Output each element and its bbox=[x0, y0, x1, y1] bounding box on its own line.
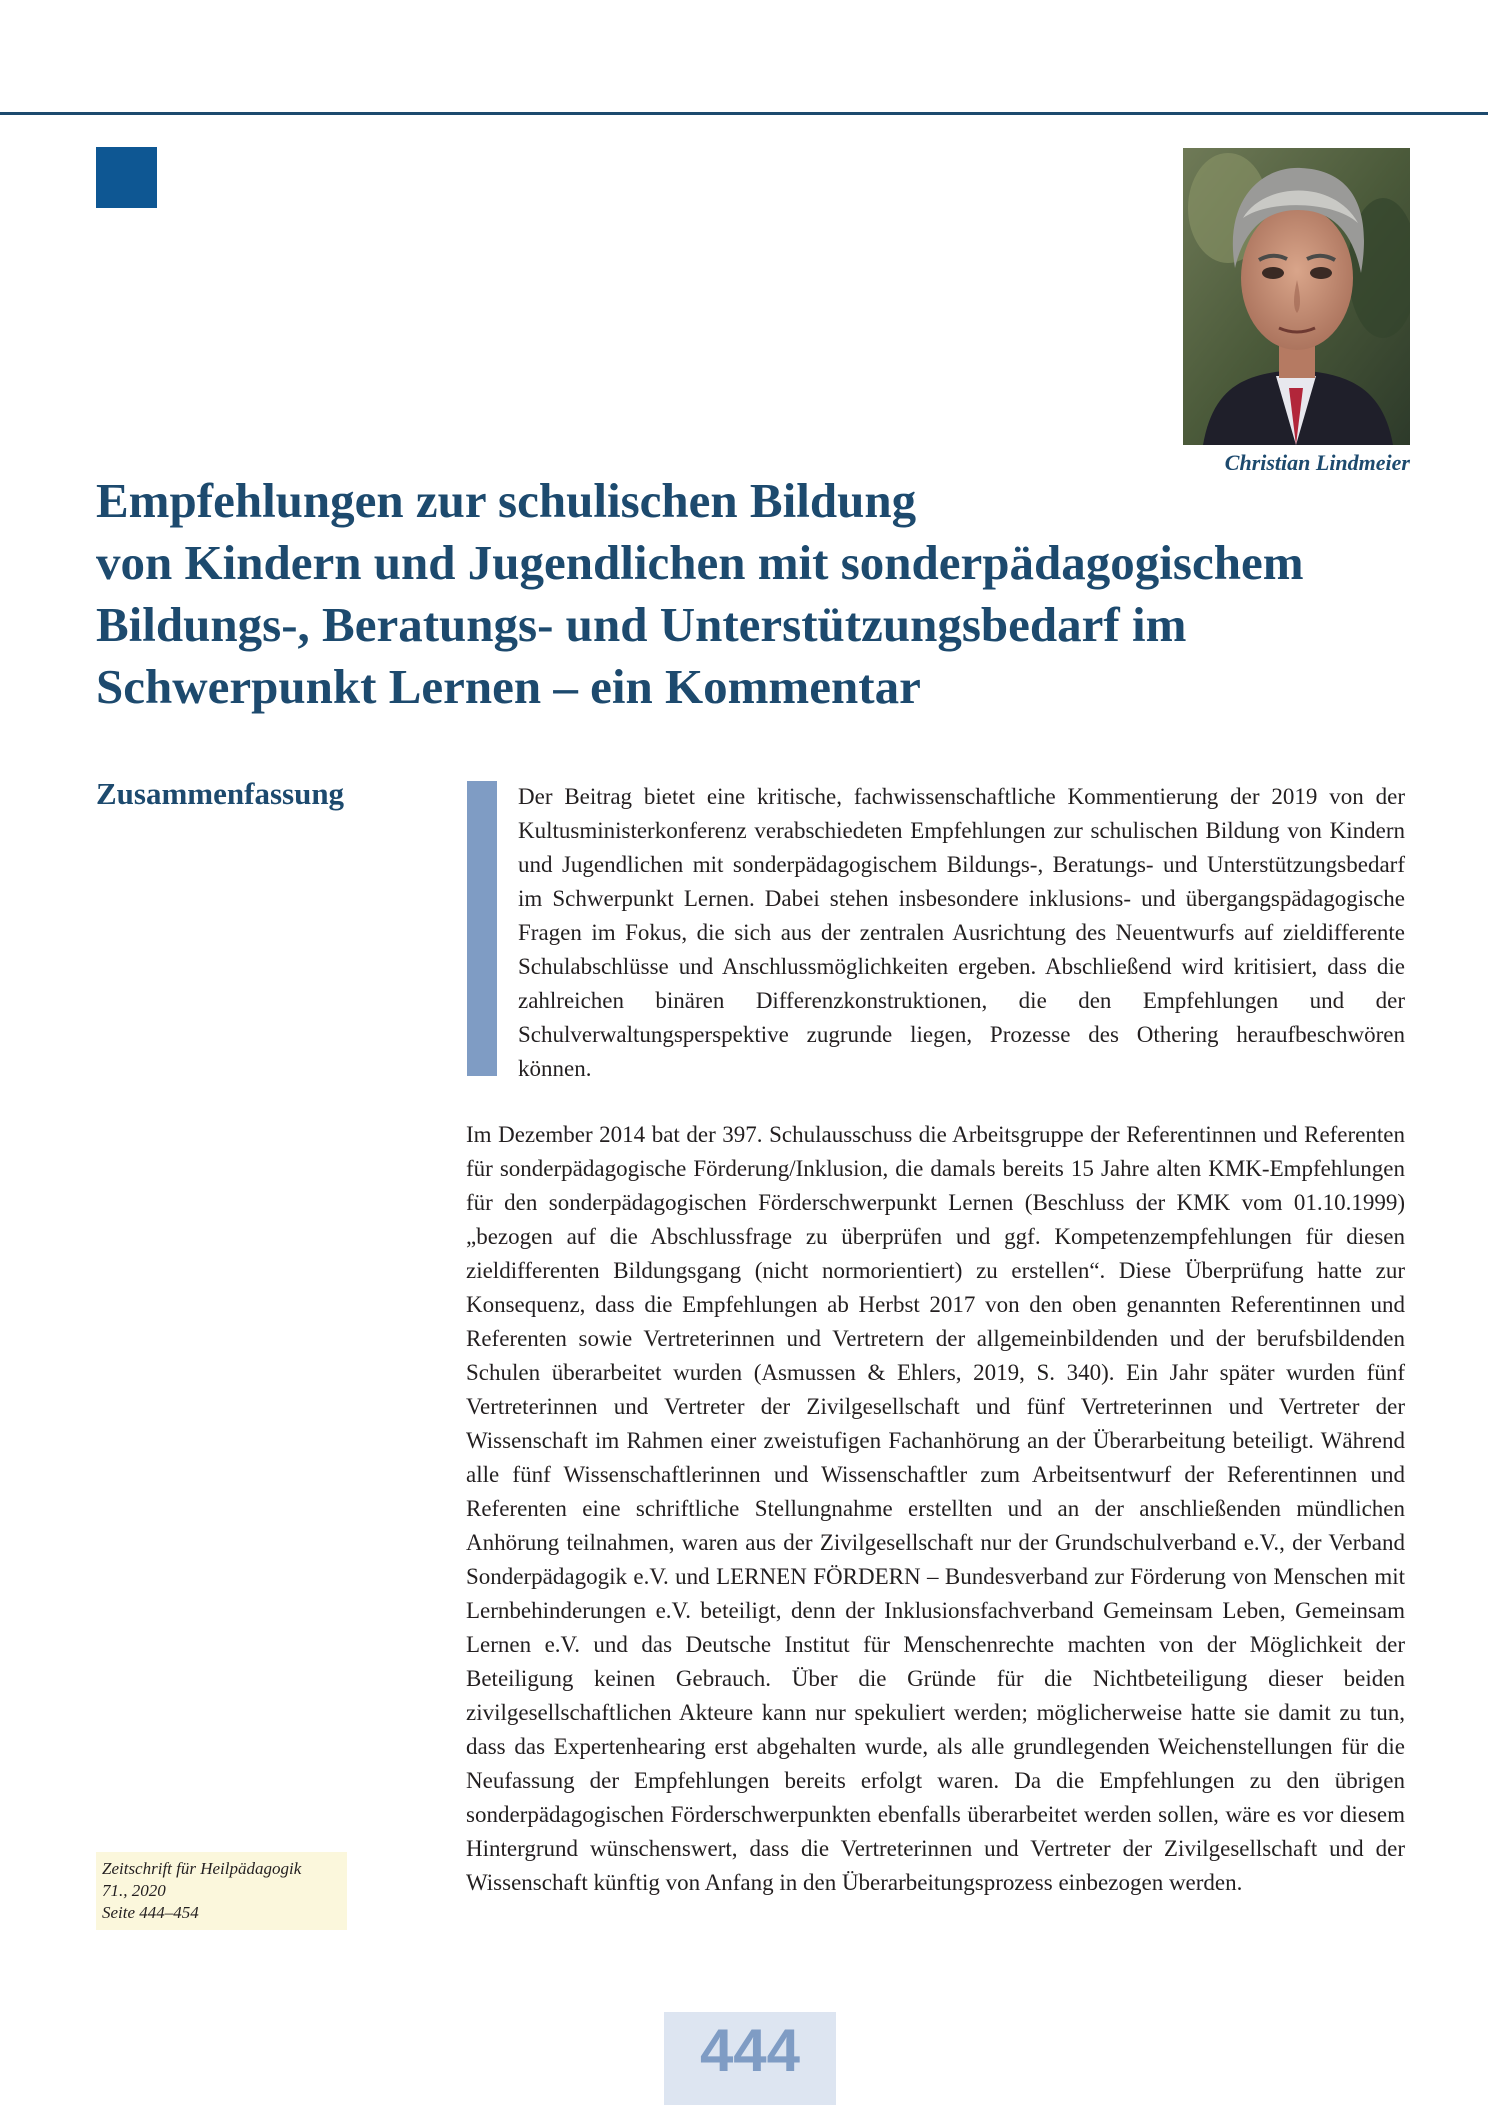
top-rule bbox=[0, 112, 1488, 115]
page-number: 444 bbox=[699, 2017, 801, 2084]
journal-volume: 71., 2020 bbox=[102, 1881, 166, 1900]
article-title bbox=[96, 470, 1396, 718]
body-paragraph: Im Dezember 2014 bat der 397. Schulausschuss die Arbeitsgruppe der Referentinnen und Referenten für sonderpädagogische Förderung/Inklusion, die damals bereits 15 Jahre alten KMK-Empfehlungen für den sonderpädagogischen Förderschwerpunkt Lernen (Beschluss der KMK vom 01.10.1999) „bezogen auf die Abschlussfrage zu überprüfen und ggf. Kompetenzempfehlungen für diesen zieldifferenten Bildungsgang (nicht normorientiert) zu erstellen“. Diese Überprüfung hatte zur Konsequenz, dass die Empfehlungen ab Herbst 2017 von den oben genannten Referentinnen und Referenten sowie Vertreterinnen und Vertretern der allgemeinbildenden und der berufsbildenden Schulen überarbeitet wurden (Asmussen & Ehlers, 2019, S. 340). Ein Jahr später wurden fünf Vertreterinnen und Vertreter der Zivilgesellschaft und fünf Vertreterinnen und Vertreter der Wissenschaft im Rahmen einer zweistufigen Fachanhörung an der Überarbeitung beteiligt. Während alle fünf Wissenschaftlerinnen und Wissenschaftler zum Arbeitsentwurf der Referentinnen und Referenten eine schriftliche Stellungnahme erstellten und an der anschließenden mündlichen Anhörung teilnahmen, waren aus der Zivilgesellschaft nur der Grundschulverband e.V., der Verband Sonderpädagogik e.V. und LERNEN FÖRDERN – Bundesverband zur Förderung von Menschen mit Lernbehinderungen e.V. beteiligt, denn der Inklusionsfachverband Gemeinsam Leben, Gemeinsam Lernen e.V. und das Deutsche Institut für Menschenrechte machten von der Möglichkeit der Beteiligung keinen Gebrauch. Über die Gründe für die Nichtbeteiligung dieser beiden zivilgesellschaftlichen Akteure kann nur spekuliert werden; möglicherweise hatte sie damit zu tun, dass das Expertenhearing erst abgehalten wurde, als alle grundlegenden Weichenstellungen für die Neufassung der Empfehlungen bereits erfolgt waren. Da die Empfehlungen zu den übrigen sonderpädagogischen Förderschwerpunkten ebenfalls überarbeitet werden sollen, wäre es vor diesem Hintergrund wünschenswert, dass die Vertreterinnen und Vertreter der Zivilgesellschaft und der Wissenschaft künftig von Anfang in den Überarbeitungsprozess einbezogen werden. bbox=[466, 1122, 1405, 1895]
abstract-heading: Zusammenfassung bbox=[96, 776, 345, 811]
author-name: Christian Lindmeier bbox=[1224, 450, 1410, 475]
title-line: Empfehlungen zur schulischen Bildung bbox=[96, 473, 917, 528]
journal-citation bbox=[96, 1852, 347, 1930]
abstract-text: Der Beitrag bietet eine kritische, fachwissenschaftliche Kommentierung der 2019 von der Kultusministerkonferenz verabschiedeten Empfehlungen zur schulischen Bildung von Kindern und Jugendlichen mit sonderpädagogischem Bildungs-, Beratungs- und Unterstützungsbedarf im Schwerpunkt Lernen. Dabei stehen insbesondere inklusions- und übergangspädagogische Fragen im Fokus, die sich aus der zentralen Ausrichtung des Neuentwurfs auf zieldifferente Schulabschlüsse und Anschlussmöglichkeiten ergeben. Abschließend wird kritisiert, dass die zahlreichen binären Differenzkonstruktionen, die den Empfehlungen und der Schulverwaltungsperspektive zugrunde liegen, Prozesse des Othering heraufbeschwören können. bbox=[518, 784, 1405, 1081]
journal-pages: Seite 444–454 bbox=[102, 1903, 199, 1922]
author-photo bbox=[1183, 148, 1410, 445]
decorative-square bbox=[96, 147, 157, 208]
title-line: Bildungs-, Beratungs- und Unterstützungsbedarf im bbox=[96, 597, 1187, 652]
abstract-bar bbox=[467, 781, 497, 1076]
page-number-box bbox=[664, 2012, 836, 2105]
journal-name: Zeitschrift für Heilpädagogik bbox=[102, 1859, 302, 1878]
title-line: Schwerpunkt Lernen – ein Kommentar bbox=[96, 659, 921, 714]
title-line: von Kindern und Jugendlichen mit sonderpädagogischem bbox=[96, 535, 1304, 590]
